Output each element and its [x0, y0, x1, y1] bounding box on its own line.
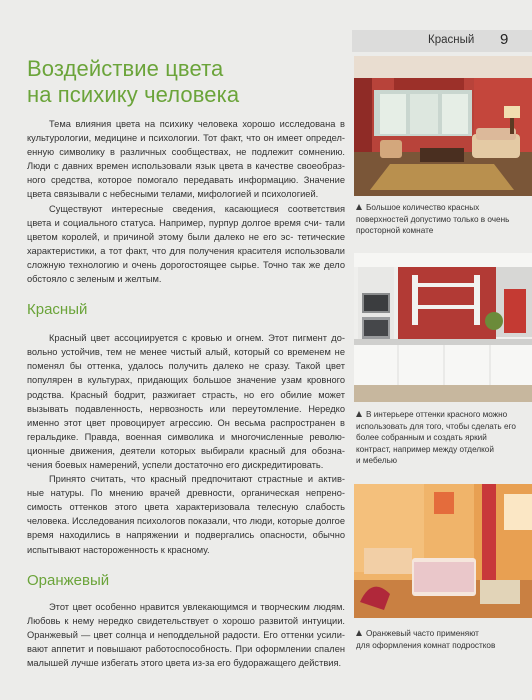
- intro-paragraph: Тема влияния цвета на психику человека хорошо исследована в культурологии, медицине и психологии. Тот факт, что он имеет определ- енную символику в различных сообществах, не подлежит сомнению. Люди с давних времен использовали язык цвета в качестве своеобраз- ного средства, которое помогало передавать информацию. Значение цвета связывали с небесными телами, мифологией и психологией.: [27, 119, 345, 200]
- caption-triangle-icon: [356, 411, 362, 417]
- bedroom-caption: Оранжевый часто применяют для оформления комнат подростков: [356, 629, 496, 650]
- text-column: [27, 56, 345, 670]
- page-number: 9: [500, 31, 509, 48]
- caption-triangle-icon: [356, 630, 362, 636]
- chapter-title: [27, 56, 345, 108]
- section-title-orange: Оранжевый: [27, 571, 110, 589]
- living-room-caption: Большое количество красных поверхностей допустимо только в очень просторной комнате: [356, 203, 510, 236]
- chapter-title-line: Воздействие цвета: [27, 56, 224, 81]
- caption-triangle-icon: [356, 204, 362, 210]
- section-paragraph: Принято считать, что красный предпочитают страстные и актив- ные натуры. По мнению врачей древности, органическая непрено- симость оттенков этого цвета характеризовала телесную слабость человека. Исследования психологов показали, что люди, которые долгое время находились в напряжении и подвергались опасности, обычно испытывают настороженность к красному.: [27, 474, 345, 555]
- bedroom-photo: [354, 484, 532, 618]
- section-paragraph: Этот цвет особенно нравится увлекающимся и творческим людям. Любовь к нему нередко свидетельствует о хорошо развитой интуиции. Оранжевый — цвет солнца и неподдельной радости. Его оттенки усили- вают аппетит и повышают работоспособность. При оформлении спален малышей лучше избегать этого цвета из-за его будоражащего действия.: [27, 601, 345, 668]
- intro-paragraph: Существуют интересные сведения, касающиеся соответствия цвета и социального статуса. Например, пурпур долгое время счи- тали цветом королей, и причиной этому были далеко не его эс- тетические характеристики, а тот факт, что для получения красителя использовали сложную технологию и очень дорогостоящее сырье. Точно так же дело обстояло с зеленым и желтым.: [27, 203, 345, 285]
- chapter-title-line: на психику человека: [27, 82, 240, 107]
- kitchen-caption: В интерьере оттенки красного можно использовать для того, чтобы сделать его более собранным и создать яркий контраст, например между отделкой и мебелью: [356, 410, 516, 466]
- section-paragraph: Красный цвет ассоциируется с кровью и огнем. Этот пигмент до- вольно устойчив, тем не менее чистый алый, который со временем не поменял бы оттенка, удалось получить далеко не сразу. Такой цвет популярен в культурах, придающих большое значение узам кровного родства. Красный бодрит, разжигает страсть, но его обилие может вызывать подавленность, нервозность или переутомление. Нередко именно этот цвет провоцирует агрессию. Он весьма распространен в геральдике. Правда, военная символика и многочисленные револю- ционные движения, деятели которых выбирали красный для обозна- чения боевых намерений, успели достаточно его дискредитировать.: [27, 333, 345, 470]
- running-head: Красный: [428, 34, 475, 46]
- section-title-red: Красный: [27, 301, 88, 319]
- living-room-photo: [354, 56, 532, 196]
- kitchen-photo: [354, 253, 532, 402]
